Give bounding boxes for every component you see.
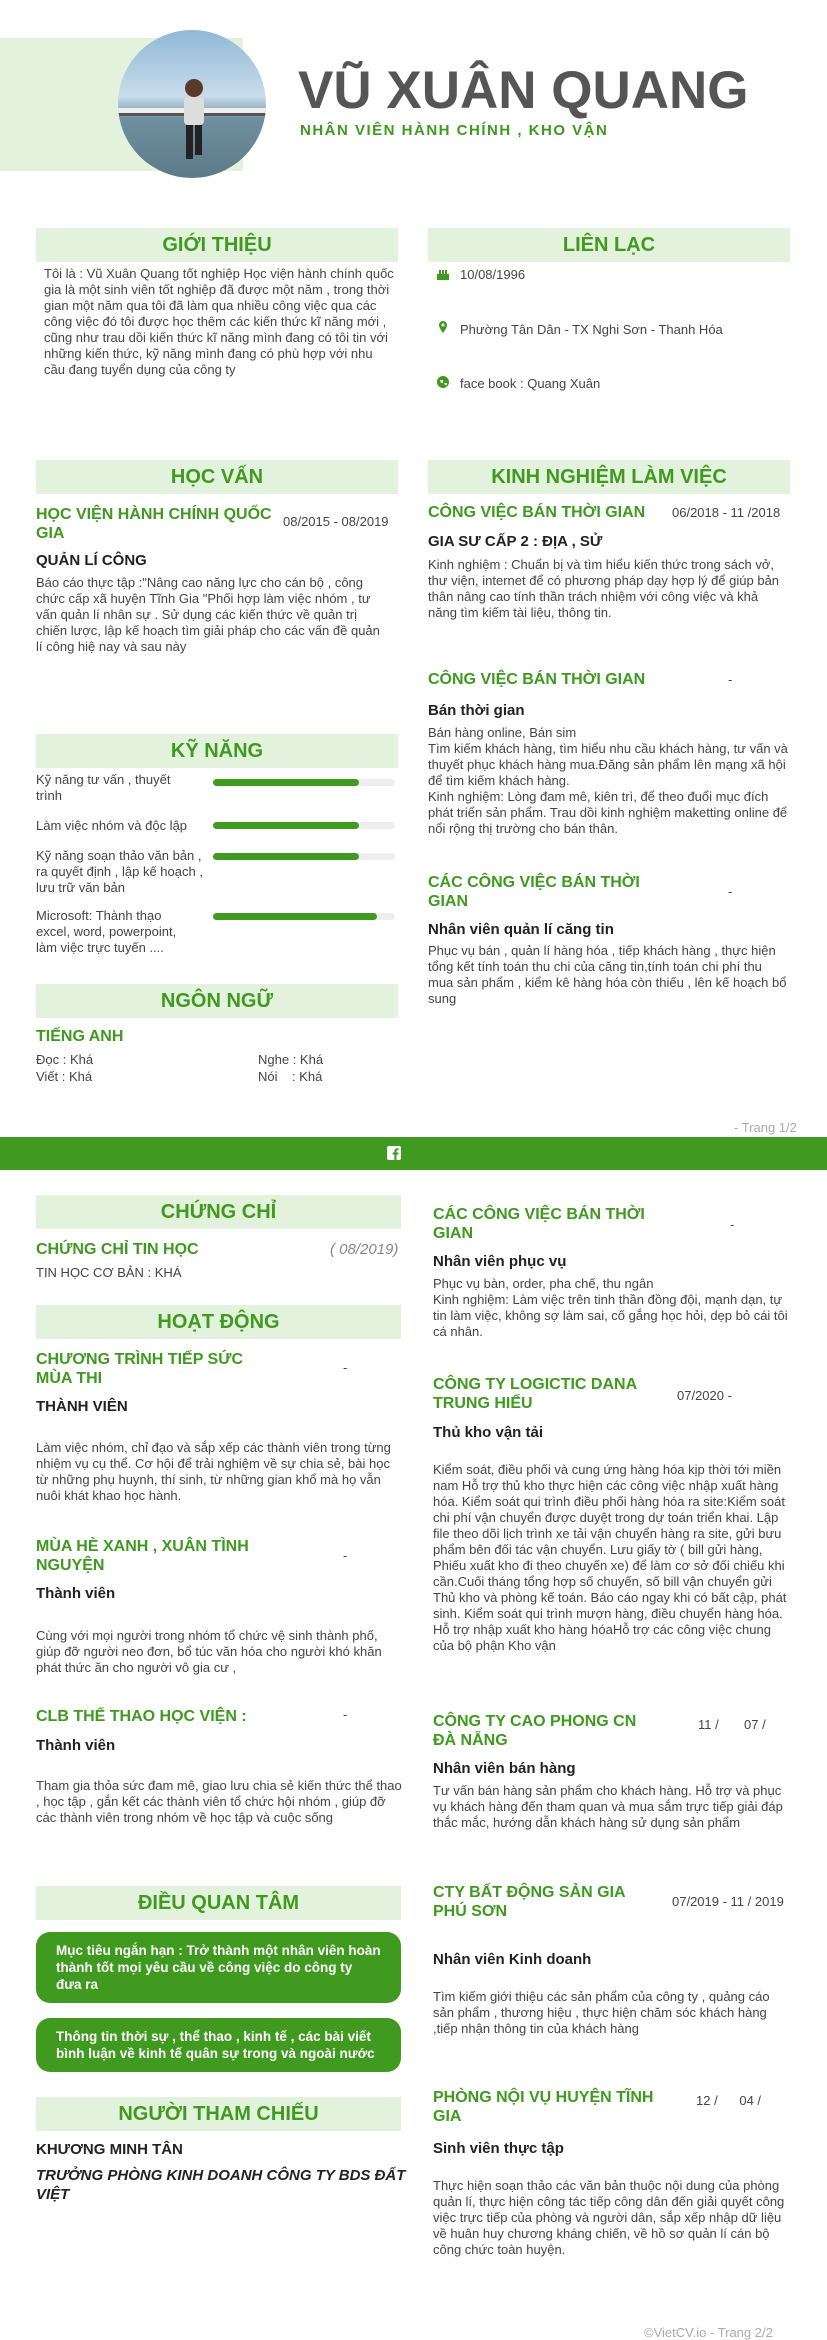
language-listen: Nghe : Khá bbox=[258, 1052, 324, 1067]
experience-company: CÁC CÔNG VIỆC BÁN THỜI GIAN bbox=[433, 1206, 645, 1242]
experience-role: Bán thời gian bbox=[428, 702, 525, 719]
facebook-icon[interactable] bbox=[387, 1146, 401, 1160]
experience-desc: Kiểm soát, điều phối và cung ứng hàng hóa kịp thời tới miền nam Hỗ trợ thủ kho thực hiện các công việc nhập xuất hàng hóa. Kiểm soát qui trình điều phối hàng hóa ra site:Kiểm soát chi phí vận chuyển được duyệt trong dự toán triển khai. Lập file theo dõi lịch trình xe tải vận chuyển hàng ra site, gửi bưu phẩm bên đối tác vận chuyển. Lưu giấy tờ ( bill gửi hàng, Phiếu xuất kho đi theo chuyến xe) để làm cơ sở đối chiếu khi cần.Cuối tháng tổng hợp số chuyến, số bill vận chuyển gửi Thủ kho và phòng kế toán. Báo cáo ngay khi có bất cập, phát sinh. Kiểm soát qui trình mượn hàng, điều chuyển hàng hóa. Hỗ trợ nhập xuất kho hàng hóaHỗ trợ các công việc chung của bộ phận Kho vận bbox=[433, 1462, 787, 1653]
contact-address: Phường Tân Dân - TX Nghi Sơn - Thanh Hóa bbox=[460, 322, 723, 337]
page2-footer: ©VietCV.io - Trang 2/2 bbox=[644, 2325, 773, 2340]
activity-dates: - bbox=[343, 1707, 348, 1722]
contact-dob: 10/08/1996 bbox=[460, 267, 526, 282]
experience-role: Nhân viên Kinh doanh bbox=[433, 1951, 592, 1968]
education-desc: Báo cáo thực tập :"Nâng cao năng lực cho cán bộ , công chức cấp xã huyện Tĩnh Gia "Phối hợp làm việc nhóm , tư vấn quản lí nhân sự . Sử dụng các kiến thức về quản trị chiến lược, lập kế hoạch tìm giải pháp cho các vấn đề quản lí công hiệ nay và sau này bbox=[36, 575, 380, 654]
section-activities-title: HOẠT ĐỘNG bbox=[36, 1305, 401, 1339]
experience-dates: 06/2018 - 11 /2018 bbox=[672, 505, 781, 520]
section-language-title: NGÔN NGỮ bbox=[36, 984, 398, 1018]
skill-bar bbox=[213, 822, 395, 829]
experience-dates: 12 / 04 / bbox=[696, 2093, 762, 2108]
experience-role: GIA SƯ CẤP 2 : ĐỊA , SỬ bbox=[428, 533, 603, 550]
section-intro-title: GIỚI THIỆU bbox=[36, 228, 398, 262]
experience-desc: Tư vấn bán hàng sản phẩm cho khách hàng. Hỗ trợ và phục vụ khách hàng đến tham quan và mua sắm trực tiếp giải đáp thắc mắc, hướng dẫn khách hàng sử dụng sản phẩm bbox=[433, 1783, 783, 1830]
activity-desc: Làm việc nhóm, chỉ đạo và sắp xếp các thành viên trong từng nhiệm vụ cụ thể. Cơ hội để trải nghiệm về sự chia sẻ, bài học từ những phụ huynh, thí sinh, từ những gian khổ mà họ vẫn nuôi khát khao học hành. bbox=[36, 1440, 391, 1503]
skill-label: Kỹ năng tư vấn , thuyết trình bbox=[36, 772, 171, 803]
skill-label: Kỹ năng soạn thảo văn bản , ra quyết định , lập kế hoạch , lưu trữ văn bản bbox=[36, 848, 203, 895]
experience-role: Nhân viên quản lí căng tin bbox=[428, 921, 614, 938]
certificate-level: TIN HỌC CƠ BẢN : KHÁ bbox=[36, 1265, 182, 1280]
experience-role: Nhân viên phục vụ bbox=[433, 1253, 567, 1270]
skill-bar-fill bbox=[213, 822, 359, 829]
globe-icon bbox=[436, 375, 450, 389]
experience-dates: - bbox=[730, 1217, 735, 1232]
experience-desc: Bán hàng online, Bán sim Tìm kiếm khách hàng, tìm hiểu nhu cầu khách hàng, tư vấn và thuyết phục khách hàng mua.Đăng sản phẩm lên mạng xã hội để tìm kiếm khách hàng. Kinh nghiệm: Lòng đam mê, kiên trì, để theo đuổi mục đích phát triển sản phẩm. Trau dồi kinh nghiệm maketting online để nổi rộng thị trường cho bán thân. bbox=[428, 725, 788, 836]
experience-company: CÔNG TY CAO PHONG CN ĐÀ NẴNG bbox=[433, 1713, 637, 1749]
experience-role: Thủ kho vận tải bbox=[433, 1424, 544, 1441]
activity-name: CLB THỂ THAO HỌC VIỆN : bbox=[36, 1708, 247, 1725]
contact-facebook[interactable]: face book : Quang Xuân bbox=[460, 376, 601, 391]
certificate-name: CHỨNG CHỈ TIN HỌC bbox=[36, 1241, 199, 1258]
section-certificates-title: CHỨNG CHỈ bbox=[36, 1195, 401, 1229]
activity-dates: - bbox=[343, 1548, 348, 1563]
education-major: QUẢN LÍ CÔNG bbox=[36, 552, 147, 569]
skill-bar-fill bbox=[213, 853, 359, 860]
intro-text: Tôi là : Vũ Xuân Quang tốt nghiệp Học viện hành chính quốc gia là một sinh viên tốt nghiệp đã được một năm , trong thời gian một năm qua tôi đã làm qua nhiều công việc qua các công việc đó tôi được học thêm các kiến thức kĩ năng mới , cũng như trau dồi kiến thức kĩ năng mình đang có tôi tin với những kiến thức, kỹ năng mình đang có phù hợp với nhu cầu đang tuyển dụng của công ty bbox=[44, 266, 394, 377]
skill-bar-fill bbox=[213, 913, 377, 920]
map-pin-icon bbox=[436, 320, 450, 334]
activity-desc: Cùng với mọi người trong nhóm tổ chức vệ sinh thành phố, giúp đỡ người neo đơn, bổ túc văn hóa cho người khó khăn phát thức ăn cho người vô gia cư , bbox=[36, 1628, 382, 1675]
interest-pill: Thông tin thời sự , thể thao , kinh tế , các bài viết bình luận về kinh tế quân sự trong và ngoài nước bbox=[36, 2018, 401, 2072]
skill-bar bbox=[213, 913, 395, 920]
avatar bbox=[118, 30, 266, 178]
experience-dates: - bbox=[728, 884, 733, 899]
section-experience-title: KINH NGHIỆM LÀM VIỆC bbox=[428, 460, 790, 494]
experience-desc: Phục vụ bàn, order, pha chế, thu ngân Kinh nghiệm: Làm việc trên tinh thần đồng đội, mạnh dạn, tự tin làm việc, không sợ làm sai, cố gắng học hỏi, dẹp bỏ cái tôi cá nhân. bbox=[433, 1276, 788, 1339]
experience-company: CÔNG VIỆC BÁN THỜI GIAN bbox=[428, 504, 646, 521]
birthday-cake-icon bbox=[436, 267, 450, 281]
interest-pill: Mục tiêu ngắn hạn : Trở thành một nhân viên hoàn thành tốt mọi yêu cầu về công việc do công ty đưa ra bbox=[36, 1932, 401, 2003]
reference-name: KHƯƠNG MINH TÂN bbox=[36, 2141, 183, 2158]
skill-label: Làm việc nhóm và độc lập bbox=[36, 818, 188, 833]
experience-role: Sinh viên thực tập bbox=[433, 2140, 564, 2157]
language-write: Viết : Khá bbox=[36, 1069, 93, 1084]
section-contact-title: LIÊN LẠC bbox=[428, 228, 790, 262]
experience-dates: 11 / 07 / bbox=[698, 1717, 766, 1732]
experience-desc: Tìm kiếm giới thiệu các sản phẩm của công ty , quảng cáo sản phẩm , thương hiệu , thực hiện chăm sóc khách hàng ,tiếp nhận thông tin của khách hàng bbox=[433, 1989, 770, 2036]
experience-dates: 07/2020 - bbox=[677, 1388, 732, 1403]
experience-desc: Thực hiện soạn thảo các văn bản thuộc nội dung của phòng quản lí, thực hiện công tác tiếp công dân đến giải quyết công việc trực tiếp của phòng và người dân, sắp xếp nhập dữ liệu về huân huy chương kháng chiến, về hồ sơ quản lí cán bộ công chức toàn huyện. bbox=[433, 2178, 785, 2257]
activity-role: Thành viên bbox=[36, 1737, 116, 1754]
experience-dates: - bbox=[728, 672, 733, 687]
avatar-photo bbox=[118, 30, 266, 178]
activity-name: MÙA HÈ XANH , XUÂN TÌNH NGUYỆN bbox=[36, 1538, 249, 1574]
language-name: TIẾNG ANH bbox=[36, 1028, 124, 1045]
experience-role: Nhân viên bán hàng bbox=[433, 1760, 576, 1777]
section-interests-title: ĐIỀU QUAN TÂM bbox=[36, 1886, 401, 1920]
activity-role: THÀNH VIÊN bbox=[36, 1398, 128, 1415]
skill-bar bbox=[213, 853, 395, 860]
skill-bar bbox=[213, 779, 395, 786]
language-read: Đọc : Khá bbox=[36, 1052, 94, 1067]
activity-name: CHƯƠNG TRÌNH TIẾP SỨC MÙA THI bbox=[36, 1351, 244, 1387]
experience-dates: 07/2019 - 11 / 2019 bbox=[672, 1894, 784, 1909]
skill-label: Microsoft: Thành thạo excel, word, powerpoint, làm việc trực tuyến .... bbox=[36, 908, 177, 955]
language-speak: Nói : Khá bbox=[258, 1069, 323, 1084]
activity-dates: - bbox=[343, 1360, 348, 1375]
page-break-bar bbox=[0, 1137, 827, 1170]
section-skills-title: KỸ NĂNG bbox=[36, 734, 398, 768]
experience-company: CÁC CÔNG VIỆC BÁN THỜI GIAN bbox=[428, 874, 640, 910]
page1-footer: - Trang 1/2 bbox=[734, 1120, 797, 1135]
certificate-date: ( 08/2019) bbox=[330, 1241, 399, 1258]
full-name: VŨ XUÂN QUANG bbox=[298, 61, 749, 120]
section-references-title: NGƯỜI THAM CHIẾU bbox=[36, 2097, 401, 2131]
section-education-title: HỌC VẤN bbox=[36, 460, 398, 494]
experience-company: CTY BẤT ĐỘNG SẢN GIA PHÚ SƠN bbox=[433, 1884, 626, 1920]
education-school: HỌC VIỆN HÀNH CHÍNH QUỐC GIA bbox=[36, 506, 272, 542]
activity-desc: Tham gia thỏa sức đam mê, giao lưu chia sẻ kiến thức thể thao , học tập , gắn kết các thành viên tổ chức hội nhóm , giúp đỡ các thành viên trong nhóm về học tập và cuộc sống bbox=[36, 1778, 402, 1825]
education-dates: 08/2015 - 08/2019 bbox=[283, 514, 389, 529]
experience-company: PHÒNG NỘI VỤ HUYỆN TĨNH GIA bbox=[433, 2089, 654, 2125]
experience-company: CÔNG VIỆC BÁN THỜI GIAN bbox=[428, 671, 646, 688]
skill-bar-fill bbox=[213, 779, 359, 786]
experience-desc: Kinh nghiệm : Chuẩn bị và tìm hiểu kiến thức trong sách vở, thư viện, internet để có phương pháp dạy hợp lý để giúp bản thân nâng cao tính thần trách nhiệm với công việc và khả năng tìm kiếm tài liệu, thông tin. bbox=[428, 557, 780, 620]
activity-role: Thành viên bbox=[36, 1585, 116, 1602]
job-title: NHÂN VIÊN HÀNH CHÍNH , KHO VẬN bbox=[300, 122, 609, 139]
reference-position: TRƯỞNG PHÒNG KINH DOANH CÔNG TY BDS ĐẤT VIỆT bbox=[36, 2167, 406, 2203]
experience-desc: Phục vụ bán , quản lí hàng hóa , tiếp khách hàng , thực hiện tổng kết tính toán thu chi của căng tin,tính toán chi phí thu mua sản phẩm , kiểm kê hàng hóa còn thiếu , lên kế hoạch bổ sung bbox=[428, 943, 787, 1006]
experience-company: CÔNG TY LOGICTIC DANA TRUNG HIẾU bbox=[433, 1376, 637, 1412]
